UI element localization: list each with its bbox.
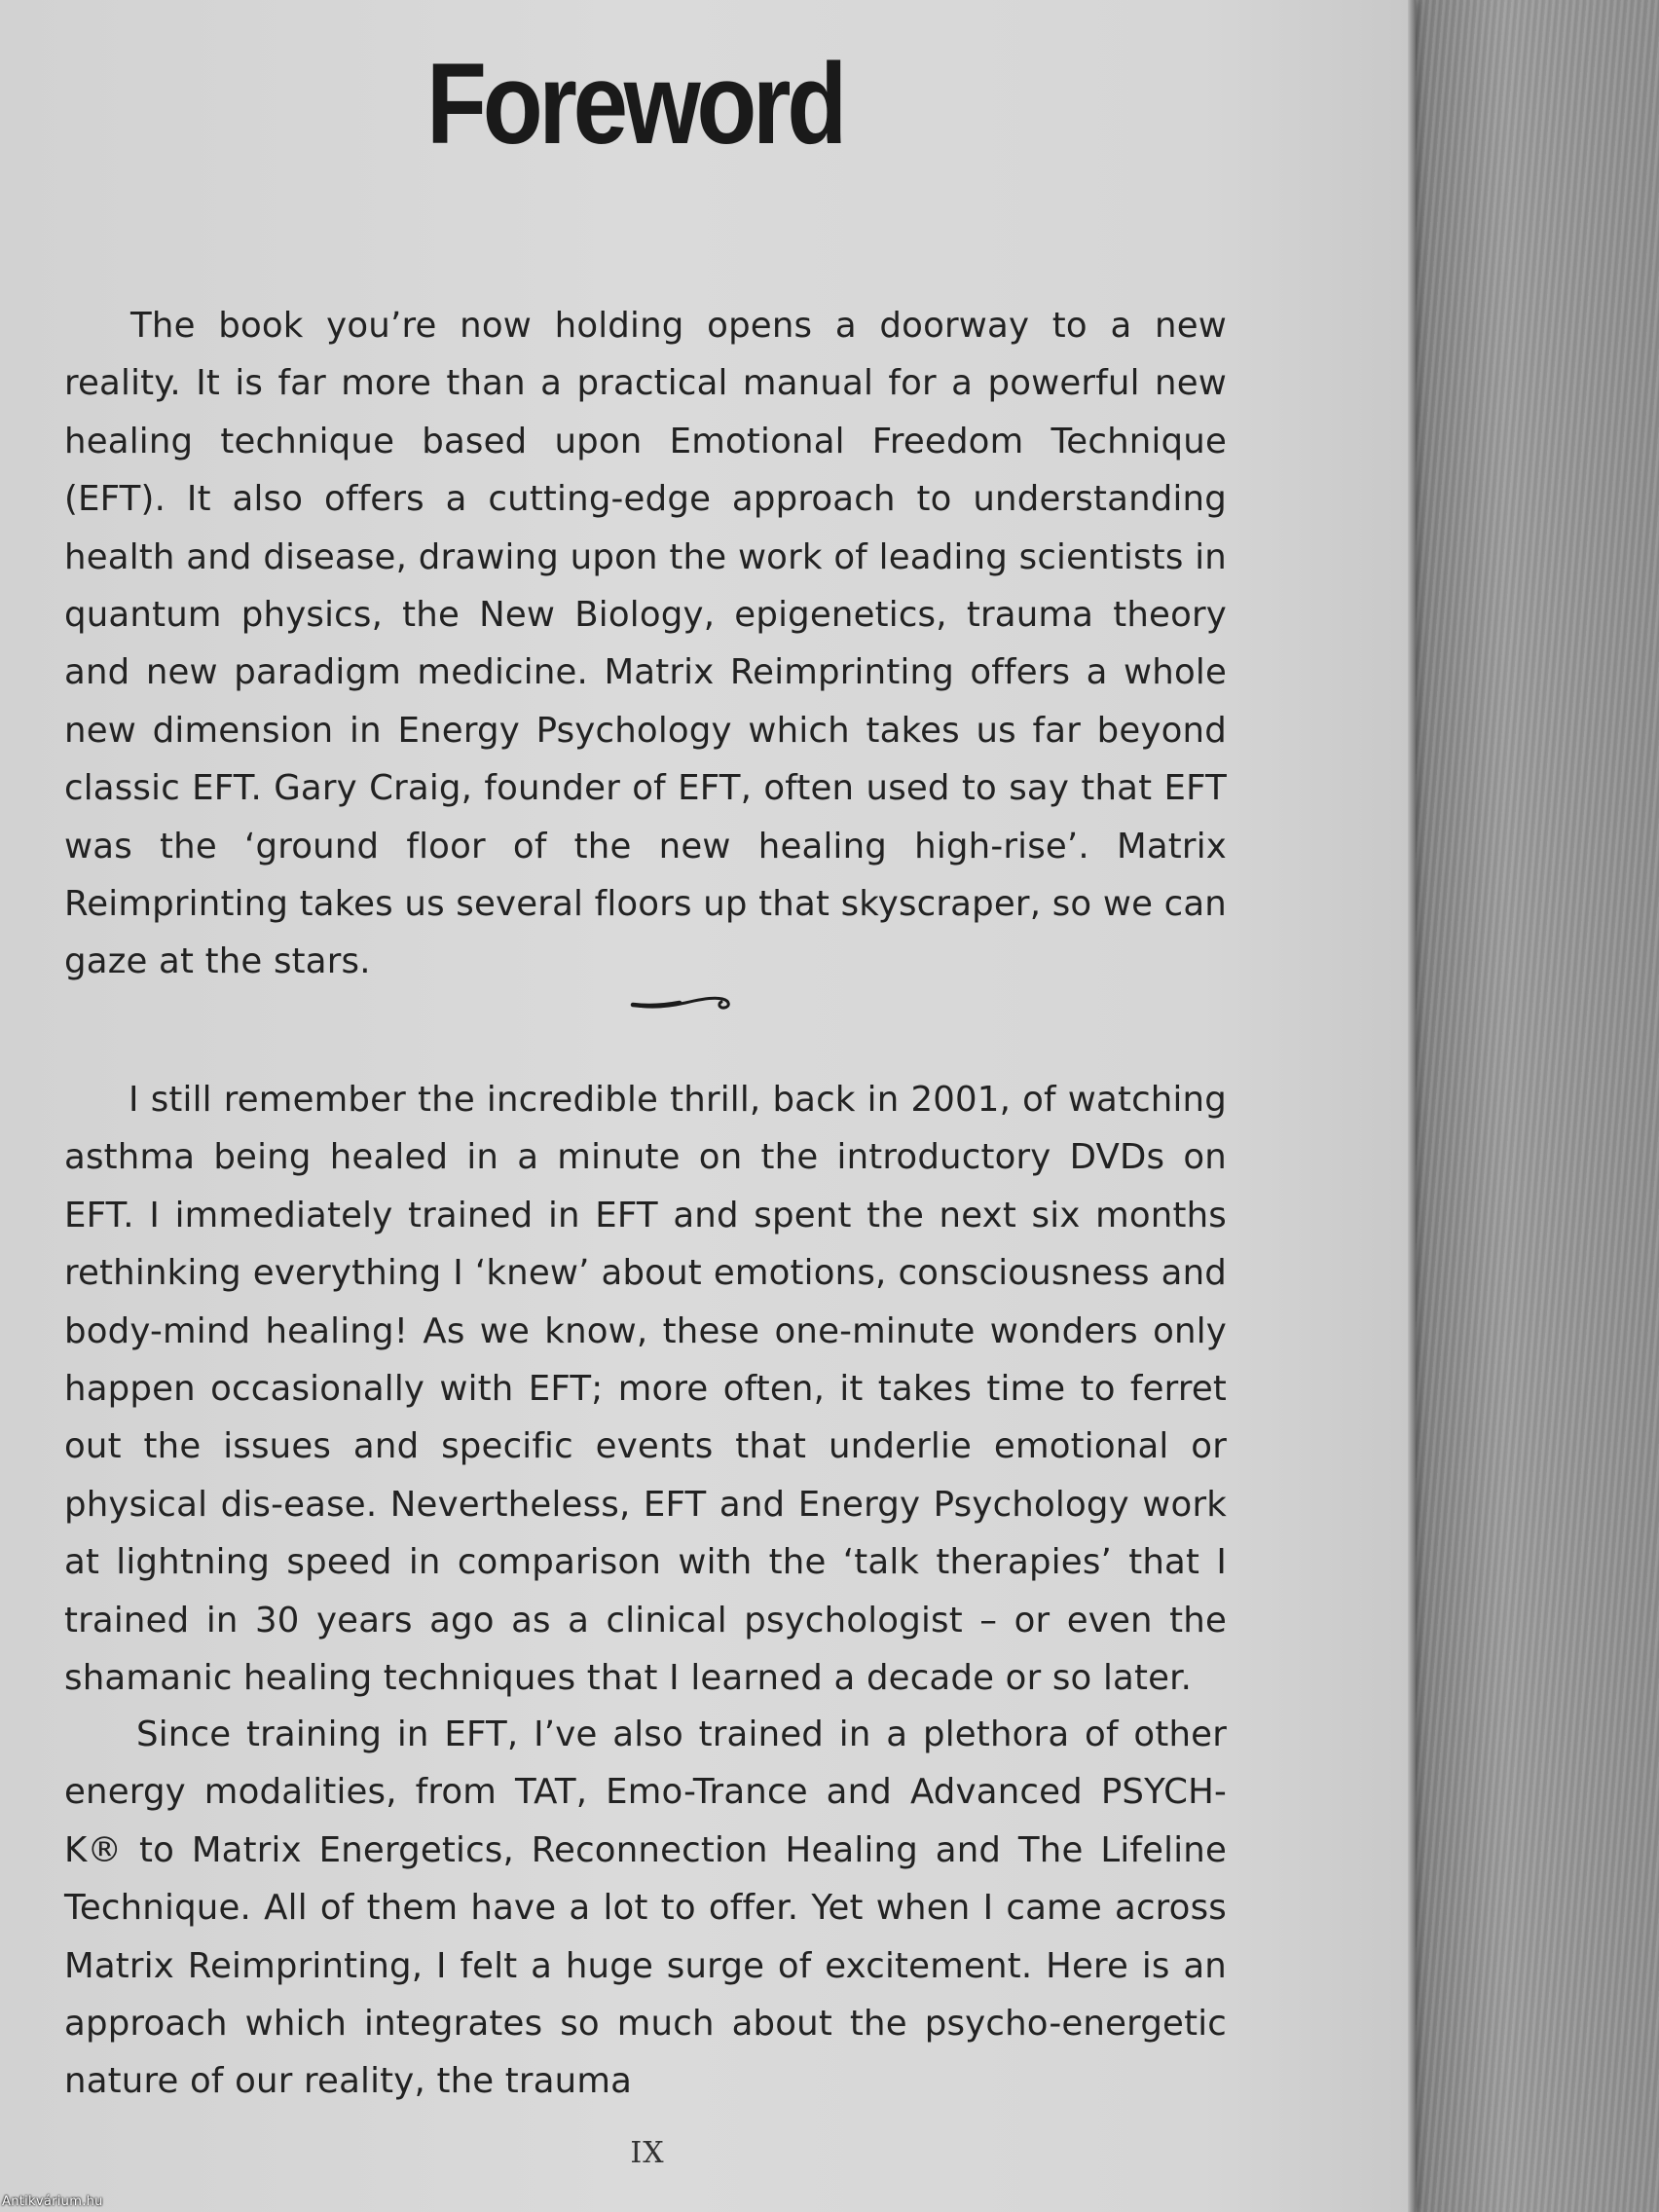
- background-surface: [1402, 0, 1659, 2212]
- paragraph-1: The book you’re now holding opens a doorway to a new reality. It is far more than a practical manual for a powerful new healing technique based upon Emotional Freedom Technique (EFT). It also offers a cutting-edge approach to understanding health and disease, drawing upon the work of leading scientists in quantum physics, the New Biology, epigenetics, trauma theory and new paradigm medicine. Matrix Reimprinting offers a whole new dimension in Energy Psychology which takes us far beyond classic EFT. Gary Craig, founder of EFT, often used to say that EFT was the ‘ground floor of the new healing high-rise’. Matrix Reimprinting takes us several floors up that skyscraper, so we can gaze at the stars.: [64, 306, 1227, 982]
- page-title: Foreword: [426, 40, 843, 168]
- paragraph-3: Since training in EFT, I’ve also trained in a plethora of other energy modalities, from TAT, Emo-Trance and Advanced PSYCH-K® to Matrix Energetics, Reconnection Healing and The Lifeline Technique. All of them have a lot to offer. Yet when I came across Matrix Reimprinting, I felt a huge surge of excitement. Here is an approach which integrates so much about the psycho-energetic nature of our reality, the trauma: [64, 1714, 1227, 2102]
- watermark: Antikvárium.hu: [2, 2194, 103, 2209]
- swash-ornament-icon: [629, 985, 736, 1020]
- page-number: IX: [630, 2136, 665, 2170]
- paragraph-2: I still remember the incredible thrill, back in 2001, of watching asthma being healed in a minute on the introductory DVDs on EFT. I immediately trained in EFT and spent the next six months rethinking everything I ‘knew’ about emotions, consciousness and body-mind healing! As we know, these one-minute wonders only happen occasionally with EFT; more often, it takes time to ferret out the issues and specific events that underlie emotional or physical dis-ease. Nevertheless, EFT and Energy Psychology work at lightning speed in comparison with the ‘talk therapies’ that I trained in 30 years ago as a clinical psychologist – or even the shamanic healing techniques that I learned a decade or so later.: [64, 1080, 1227, 1699]
- page-edge-shadow: [1408, 0, 1416, 2212]
